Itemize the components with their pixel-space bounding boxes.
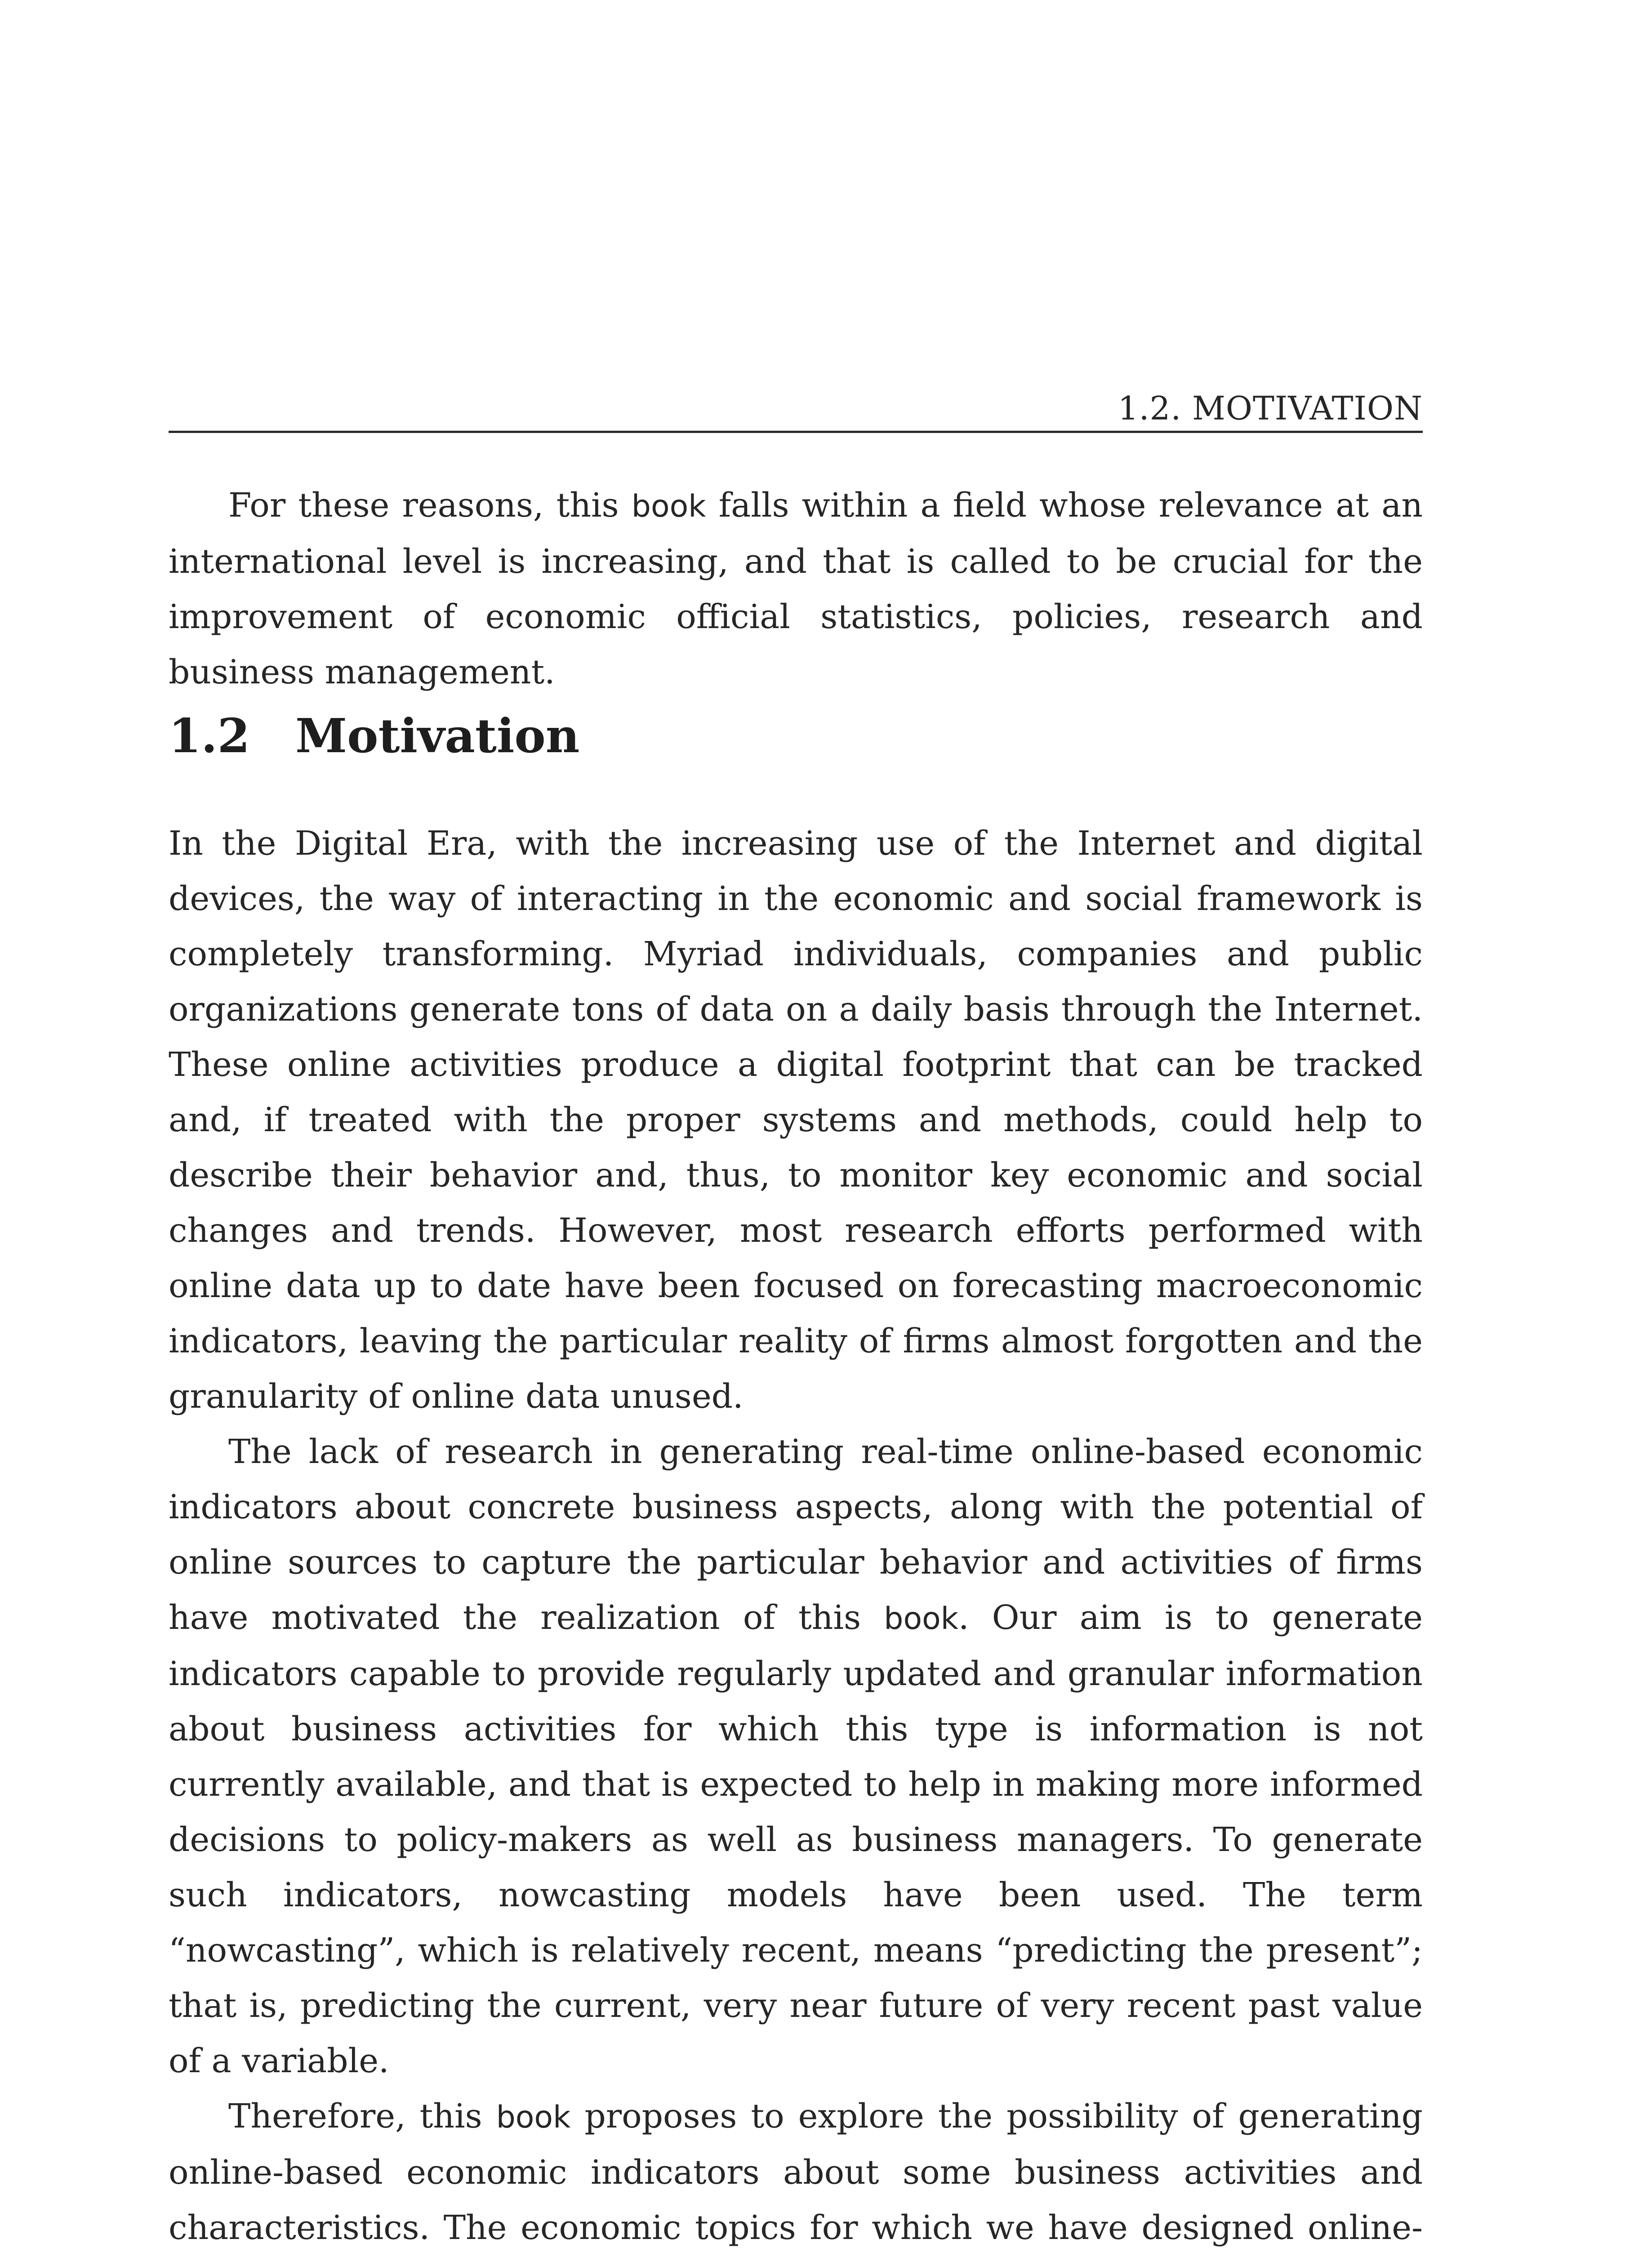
body-paragraph-1: In the Digital Era, with the increasing use of the Internet and digital devices, the way of interacting in the economic and social framework is completely transforming. Myriad individuals, companies and public organizations generate tons of data on a daily basis through the Internet. These online activities produce a digital footprint that can be tracked and, if treated with the proper systems and methods, could help to describe their behavior and, thus, to monitor key economic and social changes and trends. However, most research efforts performed with online data up to date have been focused on forecasting macroeconomic indicators, leaving the particular reality of firms almost forgotten and the granularity of online data unused. xyxy=(169,824,1423,1416)
running-header xyxy=(169,378,1423,433)
paragraph-3-end: proposes to explore the possibility of generating online-based economic indicators about some business activities and characteristics. The economic topics for which we have designed online- xyxy=(169,2097,1423,2247)
running-header-title: 1.2. MOTIVATION xyxy=(1118,389,1423,427)
intro-paragraph xyxy=(169,478,1423,700)
intro-text-start: For these reasons, this xyxy=(228,486,632,525)
section-body xyxy=(169,816,1423,2248)
section-heading xyxy=(169,708,580,763)
body-paragraph-3 xyxy=(169,2089,1423,2248)
book-word: book xyxy=(631,489,706,524)
book-word: book xyxy=(884,1601,959,1637)
paragraph-3-start: Therefore, this xyxy=(228,2097,496,2136)
body-paragraph-2 xyxy=(169,1424,1423,2089)
intro-text-end: falls within a field whose relevance at an international level is increasing, and that is called to be crucial for the improvement of economic official statistics, policies, research and business management. xyxy=(169,486,1423,691)
paragraph-2-start: The lack of research in generating real-time online-based economic indicators about concrete business aspects, along with the potential of online sources to capture the particular behavior and activities of firms have motivated the realization of this xyxy=(169,1432,1423,1637)
paragraph-2-end: . Our aim is to generate indicators capable to provide regularly updated and granular information about business activities for which this type is information is not currently available, and that is expected to help in making more informed decisions to policy-makers as well as business managers. To generate such indicators, nowcasting models have been used. The term “nowcasting”, which is relatively recent, means “predicting the present”; that is, predicting the current, very near future of very recent past value of a variable. xyxy=(169,1598,1423,2080)
section-title: Motivation xyxy=(295,708,580,763)
book-word: book xyxy=(496,2100,571,2135)
intro-text xyxy=(169,478,1423,700)
section-number: 1.2 xyxy=(169,708,250,763)
